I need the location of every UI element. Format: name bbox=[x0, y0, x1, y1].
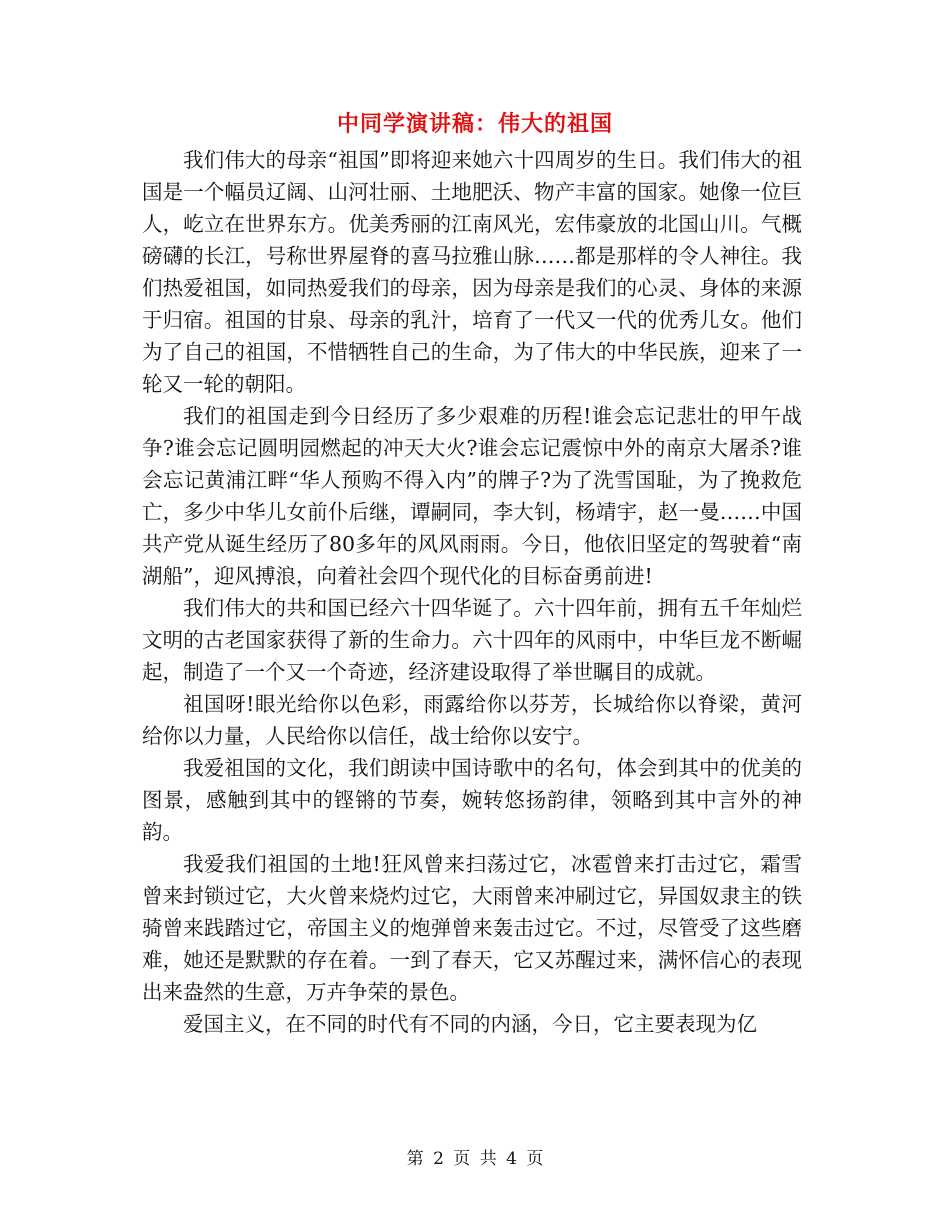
paragraph-5: 我爱祖国的文化，我们朗读中国诗歌中的名句，体会到其中的优美的图景，感触到其中的铿锵的节奏，婉转悠扬韵律，领略到其中言外的神韵。 bbox=[142, 756, 802, 844]
paragraph-7: 爱国主义，在不同的时代有不同的内涵，今日，它主要表现为亿 bbox=[183, 1012, 757, 1036]
paragraph-3: 我们伟大的共和国已经六十四华诞了。六十四年前，拥有五千年灿烂文明的古老国家获得了新的生命力。六十四年的风雨中，中华巨龙不断崛起，制造了一个又一个奇迹，经济建设取得了举世瞩目的成就。 bbox=[142, 596, 802, 684]
page-number-footer: 第 2 页 共 4 页 bbox=[406, 1149, 544, 1169]
document-title: 中同学演讲稿：伟大的祖国 bbox=[336, 111, 613, 137]
paragraph-6: 我爱我们祖国的土地!狂风曾来扫荡过它，冰雹曾来打击过它，霜雪曾来封锁过它，大火曾来烧灼过它，大雨曾来冲刷过它，异国奴隶主的铁骑曾来践踏过它，帝国主义的炮弹曾来轰击过它。不过，尽管受了这些磨难，她还是默默的存在着。一到了春天，它又苏醒过来，满怀信心的表现出来盎然的生意，万卉争荣的景色。 bbox=[142, 852, 802, 1004]
paragraph-2: 我们的祖国走到今日经历了多少艰难的历程!谁会忘记悲壮的甲午战争?谁会忘记圆明园燃起的冲天大火?谁会忘记震惊中外的南京大屠杀?谁会忘记黄浦江畔“华人预购不得入内”的牌子?为了洗雪国耻，为了挽救危亡，多少中华儿女前仆后继，谭嗣同，李大钊，杨靖宇，赵一曼……中国共产党从诞生经历了80多年的风风雨雨。今日，他依旧坚定的驾驶着“南湖船”，迎风搏浪，向着社会四个现代化的目标奋勇前进! bbox=[142, 404, 802, 588]
paragraph-1: 我们伟大的母亲“祖国”即将迎来她六十四周岁的生日。我们伟大的祖国是一个幅员辽阔、山河壮丽、土地肥沃、物产丰富的国家。她像一位巨人，屹立在世界东方。优美秀丽的江南风光，宏伟豪放的北国山川。气概磅礴的长江，号称世界屋脊的喜马拉雅山脉……都是那样的令人神往。我们热爱祖国，如同热爱我们的母亲，因为母亲是我们的心灵、身体的来源于归宿。祖国的甘泉、母亲的乳汁，培育了一代又一代的优秀儿女。他们为了自己的祖国，不惜牺牲自己的生命，为了伟大的中华民族，迎来了一轮又一轮的朝阳。 bbox=[142, 148, 802, 396]
document-body bbox=[142, 144, 802, 1040]
paragraph-4: 祖国呀!眼光给你以色彩，雨露给你以芬芳，长城给你以脊梁，黄河给你以力量，人民给你以信任，战士给你以安宁。 bbox=[142, 692, 802, 748]
